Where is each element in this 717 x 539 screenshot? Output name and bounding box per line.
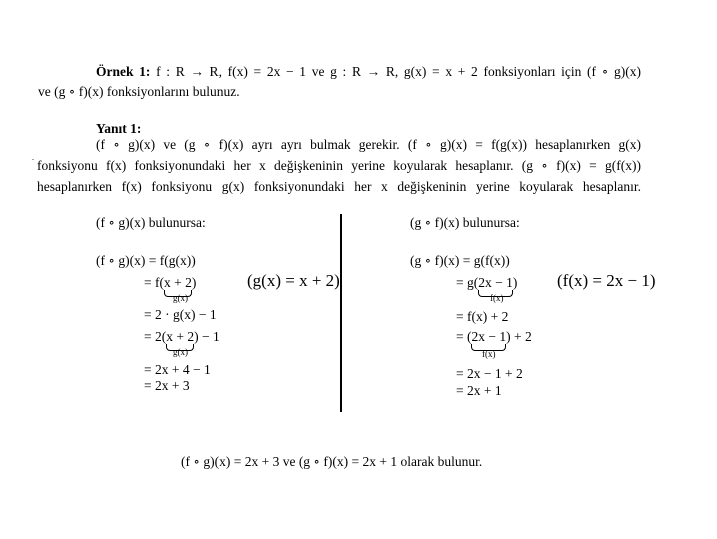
conclusion: (f ∘ g)(x) = 2x + 3 ve (g ∘ f)(x) = 2x + 1 olarak bulunur. bbox=[181, 454, 483, 469]
example-text: f : R → R, f(x) = 2x − 1 ve g : R → R, g(x) = x + 2 fonksiyonları için (f ∘ g)(x) bbox=[156, 64, 641, 79]
right-step-5: = 2x − 1 + 2 bbox=[456, 366, 523, 381]
left-note: (g(x) = x + 2) bbox=[247, 271, 340, 290]
right-step-3: = f(x) + 2 bbox=[456, 309, 509, 324]
example-line-2: ve (g ∘ f)(x) fonksiyonlarını bulunuz. bbox=[38, 84, 240, 99]
right-step-1: (g ∘ f)(x) = g(f(x)) bbox=[410, 253, 510, 268]
right-step-2: = g(2x − 1 ) bbox=[456, 275, 517, 291]
right-heading: (g ∘ f)(x) bulunursa: bbox=[410, 215, 520, 230]
column-divider bbox=[340, 214, 342, 412]
underbrace: x + 2 bbox=[166, 329, 194, 345]
underbrace-label: f(x) bbox=[482, 349, 496, 359]
example-label: Örnek 1: bbox=[96, 64, 151, 79]
left-step-2: = f(x + 2 ) bbox=[144, 275, 196, 291]
answer-paragraph-line-3: hesaplanırken f(x) fonksiyonu g(x) fonksiyonundaki her x değişkeninin yerine koyularak hesaplanır. bbox=[37, 179, 641, 194]
right-step-4: = (2x − 1 ) + 2 bbox=[456, 329, 532, 345]
stray-dot: . bbox=[32, 153, 34, 162]
underbrace: x + 2 bbox=[164, 275, 192, 291]
underbrace-label: g(x) bbox=[173, 347, 188, 357]
right-step-6: = 2x + 1 bbox=[456, 383, 502, 398]
answer-paragraph-line-2: fonksiyonu f(x) fonksiyonundaki her x değişkeninin yerine koyularak hesaplanır. (g ∘ f)(x) = g(f(x)) bbox=[37, 158, 641, 173]
left-step-3: = 2 · g(x) − 1 bbox=[144, 307, 217, 322]
answer-label: Yanıt 1: bbox=[96, 121, 142, 136]
underbrace-label: f(x) bbox=[490, 293, 504, 303]
example-line-1 bbox=[96, 64, 641, 80]
right-note: (f(x) = 2x − 1) bbox=[557, 271, 656, 290]
underbrace-label: g(x) bbox=[173, 293, 188, 303]
left-step-5: = 2x + 4 − 1 bbox=[144, 362, 211, 377]
underbrace: 2x − 1 bbox=[478, 275, 513, 291]
left-step-4: = 2(x + 2 ) − 1 bbox=[144, 329, 220, 345]
left-step-1: (f ∘ g)(x) = f(g(x)) bbox=[96, 253, 196, 268]
answer-paragraph-line-1: (f ∘ g)(x) ve (g ∘ f)(x) ayrı ayrı bulmak gerekir. (f ∘ g)(x) = f(g(x)) hesaplanırken g(x) bbox=[96, 137, 641, 152]
left-heading: (f ∘ g)(x) bulunursa: bbox=[96, 215, 206, 230]
underbrace: 2x − 1 bbox=[471, 329, 506, 345]
left-step-6: = 2x + 3 bbox=[144, 378, 190, 393]
